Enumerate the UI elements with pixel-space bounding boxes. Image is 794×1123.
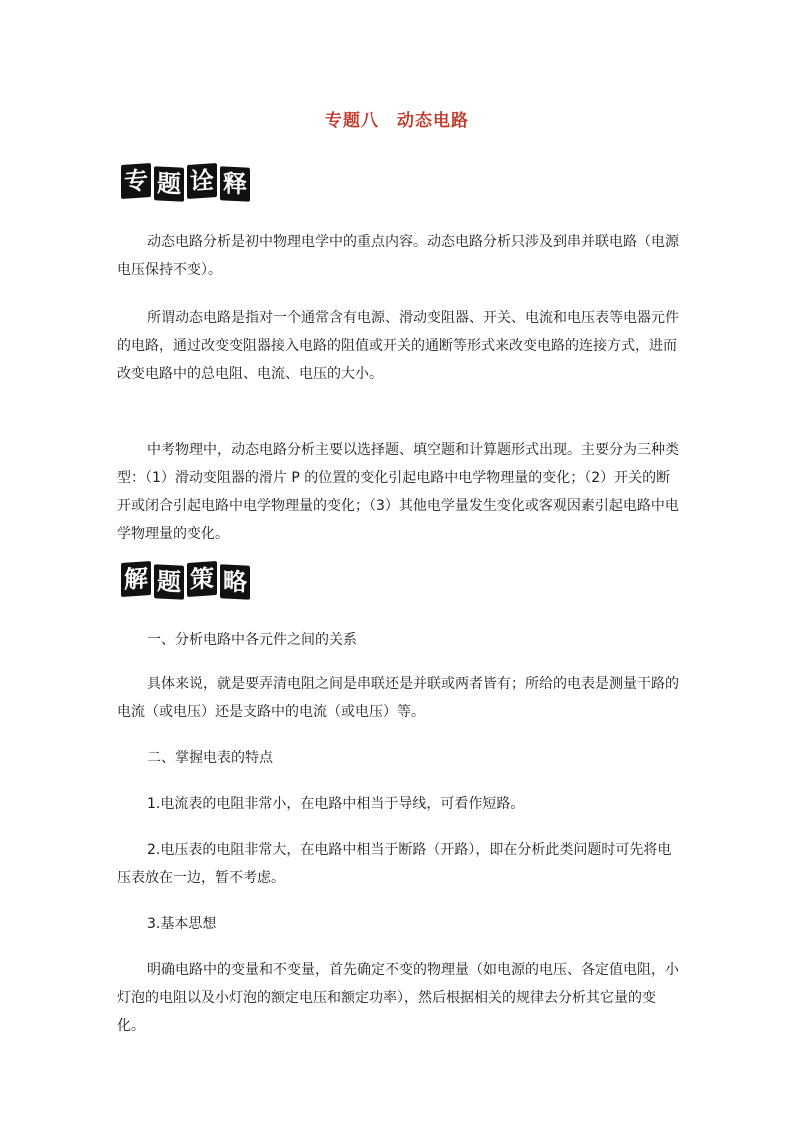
banner-tile: 策 xyxy=(187,561,217,597)
banner-tile: 专 xyxy=(121,163,151,199)
paragraph-basic-idea: 明确电路中的变量和不变量，首先确定不变的物理量（如电源的电压、各定值电阻，小灯泡的电阻以及小灯泡的额定电压和额定功率），然后根据相关的规律去分析其它量的变化。 xyxy=(117,962,679,1034)
paragraph-definition: 所谓动态电路是指对一个通常含有电源、滑动变阻器、开关、电流和电压表等电器元件的电路，通过改变变阻器接入电路的阻值或开关的通断等形式来改变电路的连接方式，进而改变电路中的总电阻、电流、电压的大小。 xyxy=(117,310,679,382)
paragraph-exam-types: 中考物理中，动态电路分析主要以选择题、填空题和计算题形式出现。主要分为三种类型：（1）滑动变阻器的滑片 P 的位置的变化引起电路中电学物理量的变化；（2）开关的断开或闭合引起电路中电学物理量的变化；（3）其他电学量发生变化或客观因素引起电路中电学物理量的变化。 xyxy=(117,442,679,542)
title-topic-number: 专题八 xyxy=(325,111,379,131)
document-title xyxy=(0,106,794,131)
banner-tile: 题 xyxy=(154,564,184,600)
section-banner-strategy xyxy=(121,562,250,600)
section-banner-explanation xyxy=(121,164,250,202)
banner-tile: 题 xyxy=(154,166,184,202)
banner-tile: 略 xyxy=(220,564,250,600)
banner-tile: 解 xyxy=(121,561,151,597)
paragraph-voltmeter: 2.电压表的电阻非常大，在电路中相当于断路（开路），即在分析此类问题时可先将电压表放在一边，暂不考虑。 xyxy=(117,842,672,886)
paragraph-intro: 动态电路分析是初中物理电学中的重点内容。动态电路分析只涉及到串并联电路（电源电压保持不变）。 xyxy=(117,234,679,278)
paragraph-ammeter: 1.电流表的电阻非常小，在电路中相当于导线，可看作短路。 xyxy=(147,796,525,812)
heading-basic-idea: 3.基本思想 xyxy=(147,916,217,932)
title-topic-name: 动态电路 xyxy=(397,111,469,131)
heading-meter-features: 二、掌握电表的特点 xyxy=(147,750,273,766)
heading-analyze-components: 一、分析电路中各元件之间的关系 xyxy=(147,632,357,648)
banner-tile: 释 xyxy=(220,166,250,202)
paragraph-connection: 具体来说，就是要弄清电阻之间是串联还是并联或两者皆有；所给的电表是测量干路的电流（或电压）还是支路中的电流（或电压）等。 xyxy=(117,676,679,720)
banner-tile: 诠 xyxy=(187,163,217,199)
